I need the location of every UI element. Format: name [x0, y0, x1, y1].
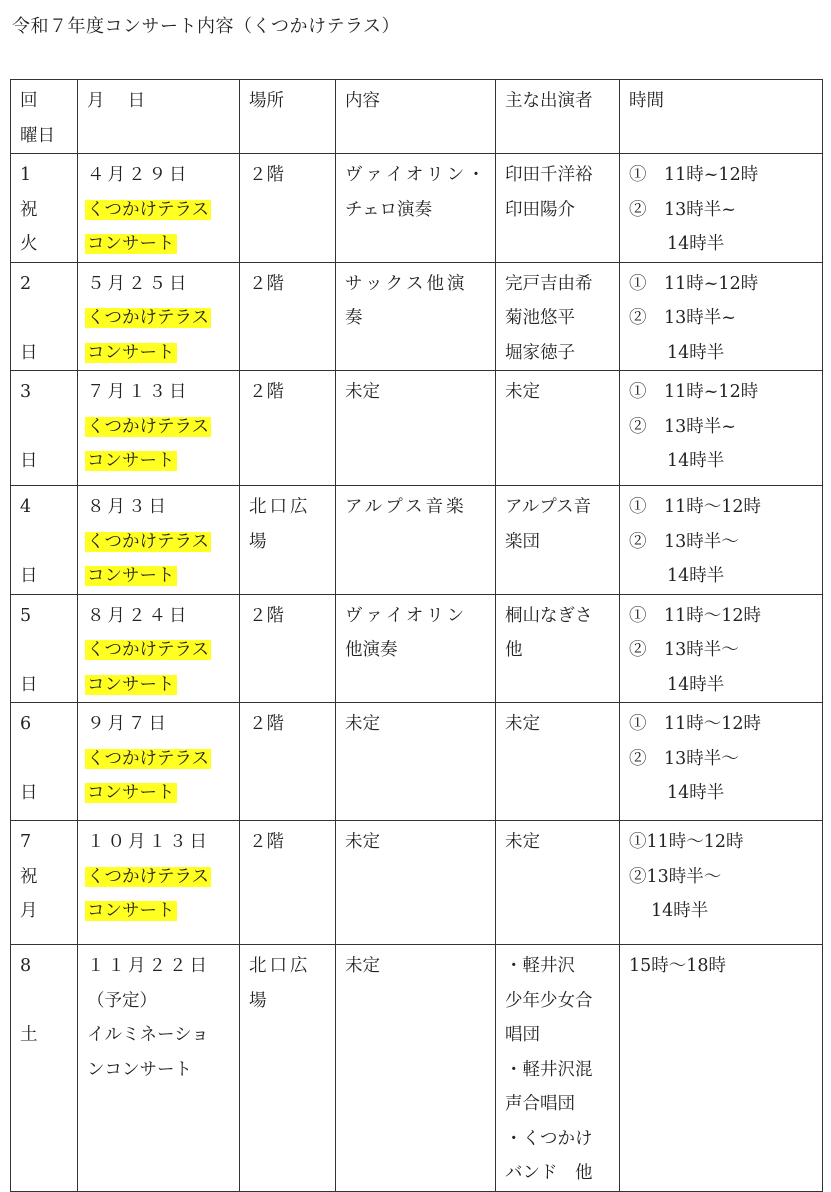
kai-line: 日	[20, 342, 38, 363]
time-cell	[620, 371, 823, 486]
place-line: ２階	[249, 605, 284, 626]
header-place-label: 場所	[249, 91, 284, 111]
event-name-line	[87, 633, 231, 668]
performer-line: 未定	[505, 382, 540, 402]
event-name-highlight: くつかけテラス	[87, 416, 209, 437]
place-line: ２階	[249, 165, 284, 185]
performer-line: 印田陽介	[505, 199, 575, 220]
performer-line: ・くつかけ	[505, 1128, 593, 1149]
kai-cell	[11, 821, 78, 945]
time-cell	[620, 703, 823, 821]
kai-line: 3	[20, 382, 32, 402]
time-line: 14時半	[667, 234, 725, 254]
date-line: １０月１３日	[87, 832, 210, 852]
performers-cell	[496, 371, 620, 486]
performers-cell	[496, 262, 620, 371]
place-cell	[240, 371, 336, 486]
time-line: ② 13時半~	[629, 416, 736, 437]
kai-line: 祝	[20, 866, 38, 887]
content-cell	[336, 371, 496, 486]
event-name-highlight: コンサート	[87, 566, 175, 586]
kai-line: 月	[20, 901, 38, 921]
event-name-line	[87, 227, 231, 262]
time-line: ① 11時～12時	[629, 714, 762, 734]
time-cell	[620, 262, 823, 371]
kai-line: 7	[20, 832, 32, 852]
header-performers	[496, 80, 620, 154]
kai-line: 8	[20, 956, 32, 976]
kai-line: 日	[20, 451, 38, 471]
performers-cell	[496, 486, 620, 595]
table-row	[11, 262, 823, 371]
performer-line: 唱団	[505, 1025, 540, 1045]
content-line: 未定	[345, 956, 380, 976]
performer-line: アルプス音	[505, 497, 592, 517]
time-cell	[620, 821, 823, 945]
kai-line: 6	[20, 714, 32, 734]
event-name-line	[87, 301, 231, 336]
event-name-line	[87, 668, 231, 703]
date-line: ７月１３日	[87, 382, 190, 402]
kai-line	[20, 742, 69, 777]
kai-line: 1	[20, 165, 32, 185]
content-cell	[336, 154, 496, 263]
kai-line	[20, 984, 69, 1019]
content-line: サックス他演	[345, 273, 468, 294]
time-cell	[620, 594, 823, 703]
concert-schedule-table	[10, 79, 823, 1192]
place-line: ２階	[249, 714, 284, 734]
content-line: ヴァイオリン・	[345, 165, 488, 185]
table-row	[11, 945, 823, 1192]
time-line: ① 11時~12時	[629, 165, 759, 185]
performer-line: バンド 他	[505, 1163, 593, 1183]
event-name-highlight: コンサート	[87, 342, 175, 363]
performer-line: 他	[505, 640, 523, 660]
kai-line: 日	[20, 566, 38, 586]
time-line: ①11時～12時	[629, 832, 744, 852]
kai-line: 祝	[20, 199, 38, 220]
kai-line: 日	[20, 674, 38, 695]
table-row	[11, 154, 823, 263]
time-cell	[620, 486, 823, 595]
performer-line: 未定	[505, 714, 540, 734]
event-name-highlight: コンサート	[87, 234, 175, 254]
time-line: 14時半	[667, 342, 725, 363]
document-title: 令和７年度コンサート内容（くつかけテラス）	[12, 16, 400, 37]
kai-line: 4	[20, 497, 32, 517]
time-line: ② 13時半～	[629, 640, 739, 660]
place-cell	[240, 945, 336, 1192]
table-row	[11, 486, 823, 595]
event-name-highlight: コンサート	[87, 901, 175, 921]
time-line: ② 13時半~	[629, 199, 736, 220]
kai-line	[20, 525, 69, 560]
place-cell	[240, 703, 336, 821]
kai-cell	[11, 154, 78, 263]
place-cell	[240, 486, 336, 595]
date-cell	[78, 703, 240, 821]
time-line: ① 11時～12時	[629, 605, 762, 626]
kai-cell	[11, 703, 78, 821]
kai-line: 2	[20, 273, 32, 294]
kai-line: 火	[20, 234, 38, 254]
header-date-label: 月 日	[87, 91, 146, 111]
performers-cell	[496, 945, 620, 1192]
place-line: 北口広	[249, 497, 311, 517]
performer-line: ・軽井沢	[505, 956, 575, 976]
performer-line: 堀家徳子	[505, 342, 575, 363]
time-line: 14時半	[667, 783, 725, 803]
time-cell	[620, 154, 823, 263]
performer-line: 完戸吉由希	[505, 273, 593, 294]
date-line: ８月２４日	[87, 605, 190, 626]
time-line: ① 11時~12時	[629, 273, 759, 294]
place-cell	[240, 594, 336, 703]
kai-line: 土	[20, 1025, 38, 1045]
event-name-line	[87, 860, 231, 895]
event-name-highlight: コンサート	[87, 674, 175, 695]
header-kai-label: 回	[20, 91, 38, 111]
performer-line: 桐山なぎさ	[505, 605, 593, 626]
time-line: ① 11時～12時	[629, 497, 762, 517]
date-cell	[78, 594, 240, 703]
content-cell	[336, 821, 496, 945]
content-cell	[336, 262, 496, 371]
event-name-line	[87, 525, 231, 560]
kai-line: 日	[20, 783, 38, 803]
content-line: 未定	[345, 832, 380, 852]
event-name-line	[87, 336, 231, 371]
performers-cell	[496, 594, 620, 703]
header-performers-label: 主な出演者	[505, 91, 593, 111]
date-cell	[78, 486, 240, 595]
date-line: １１月２２日	[87, 956, 210, 976]
date-line: ４月２９日	[87, 165, 190, 185]
place-line: ２階	[249, 273, 284, 294]
event-name-line	[87, 776, 231, 811]
performers-cell	[496, 154, 620, 263]
time-line: ② 13時半～	[629, 531, 739, 552]
table-row	[11, 703, 823, 821]
kai-line	[20, 633, 69, 668]
header-date	[78, 80, 240, 154]
kai-cell	[11, 945, 78, 1192]
kai-cell	[11, 486, 78, 595]
time-line: ② 13時半～	[629, 748, 739, 769]
place-line: 場	[249, 531, 267, 552]
time-line: 14時半	[651, 901, 709, 921]
performer-line: 声合唱団	[505, 1094, 575, 1114]
header-content-label: 内容	[345, 91, 380, 111]
event-name-highlight: コンサート	[87, 451, 175, 471]
kai-cell	[11, 262, 78, 371]
date-line: ８月３日	[87, 497, 169, 517]
content-cell	[336, 594, 496, 703]
date-line: イルミネーショ	[87, 1025, 209, 1045]
kai-line	[20, 410, 69, 445]
date-line: ンコンサート	[87, 1059, 192, 1080]
content-line: アルプス音楽	[345, 497, 467, 517]
place-line: ２階	[249, 832, 284, 852]
content-cell	[336, 945, 496, 1192]
date-cell	[78, 945, 240, 1192]
date-cell	[78, 154, 240, 263]
time-line: 14時半	[667, 566, 725, 586]
header-time-label: 時間	[629, 91, 664, 111]
time-line: 14時半	[667, 674, 725, 695]
event-name-line	[87, 742, 231, 777]
performers-cell	[496, 821, 620, 945]
kai-line: 5	[20, 605, 32, 626]
performer-line: 印田千洋裕	[505, 165, 593, 185]
time-line: ②13時半～	[629, 866, 722, 887]
event-name-line	[87, 410, 231, 445]
event-name-highlight: くつかけテラス	[87, 531, 209, 552]
event-name-highlight: コンサート	[87, 783, 175, 803]
event-name-highlight: くつかけテラス	[87, 640, 209, 660]
kai-cell	[11, 594, 78, 703]
performer-line: 未定	[505, 832, 540, 852]
time-line: ① 11時~12時	[629, 382, 759, 402]
header-weekday-label: 曜日	[20, 125, 55, 146]
kai-line	[20, 301, 69, 336]
content-line: 他演奏	[345, 640, 398, 660]
performer-line: 楽団	[505, 531, 540, 552]
place-line: 場	[249, 990, 267, 1011]
content-cell	[336, 703, 496, 821]
table-row	[11, 594, 823, 703]
header-content	[336, 80, 496, 154]
content-line: 奏	[345, 308, 363, 328]
time-cell	[620, 945, 823, 1192]
time-line: 15時～18時	[629, 956, 727, 976]
performer-line: 菊池悠平	[505, 308, 575, 328]
content-line: ヴァイオリン	[345, 605, 468, 626]
table-row	[11, 821, 823, 945]
header-time	[620, 80, 823, 154]
place-line: ２階	[249, 382, 284, 402]
date-cell	[78, 262, 240, 371]
table-row	[11, 371, 823, 486]
date-cell	[78, 821, 240, 945]
performers-cell	[496, 703, 620, 821]
event-name-highlight: くつかけテラス	[87, 199, 209, 220]
header-kai	[11, 80, 78, 154]
place-cell	[240, 262, 336, 371]
place-cell	[240, 154, 336, 263]
content-line: チェロ演奏	[345, 199, 432, 220]
event-name-highlight: くつかけテラス	[87, 866, 209, 887]
event-name-highlight: くつかけテラス	[87, 308, 209, 328]
date-cell	[78, 371, 240, 486]
content-line: 未定	[345, 382, 380, 402]
performer-line: 少年少女合	[505, 990, 593, 1011]
date-line: ９月７日	[87, 714, 169, 734]
event-name-line	[87, 193, 231, 228]
kai-cell	[11, 371, 78, 486]
header-place	[240, 80, 336, 154]
time-line: ② 13時半~	[629, 308, 736, 328]
content-line: 未定	[345, 714, 380, 734]
place-cell	[240, 821, 336, 945]
event-name-line	[87, 444, 231, 479]
date-line: ５月２５日	[87, 273, 190, 294]
content-cell	[336, 486, 496, 595]
date-line: （予定）	[87, 990, 157, 1011]
time-line: 14時半	[667, 451, 725, 471]
header-row	[11, 80, 823, 154]
event-name-highlight: くつかけテラス	[87, 748, 209, 769]
event-name-line	[87, 894, 231, 929]
performer-line: ・軽井沢混	[505, 1059, 593, 1080]
place-line: 北口広	[249, 956, 311, 976]
event-name-line	[87, 559, 231, 594]
